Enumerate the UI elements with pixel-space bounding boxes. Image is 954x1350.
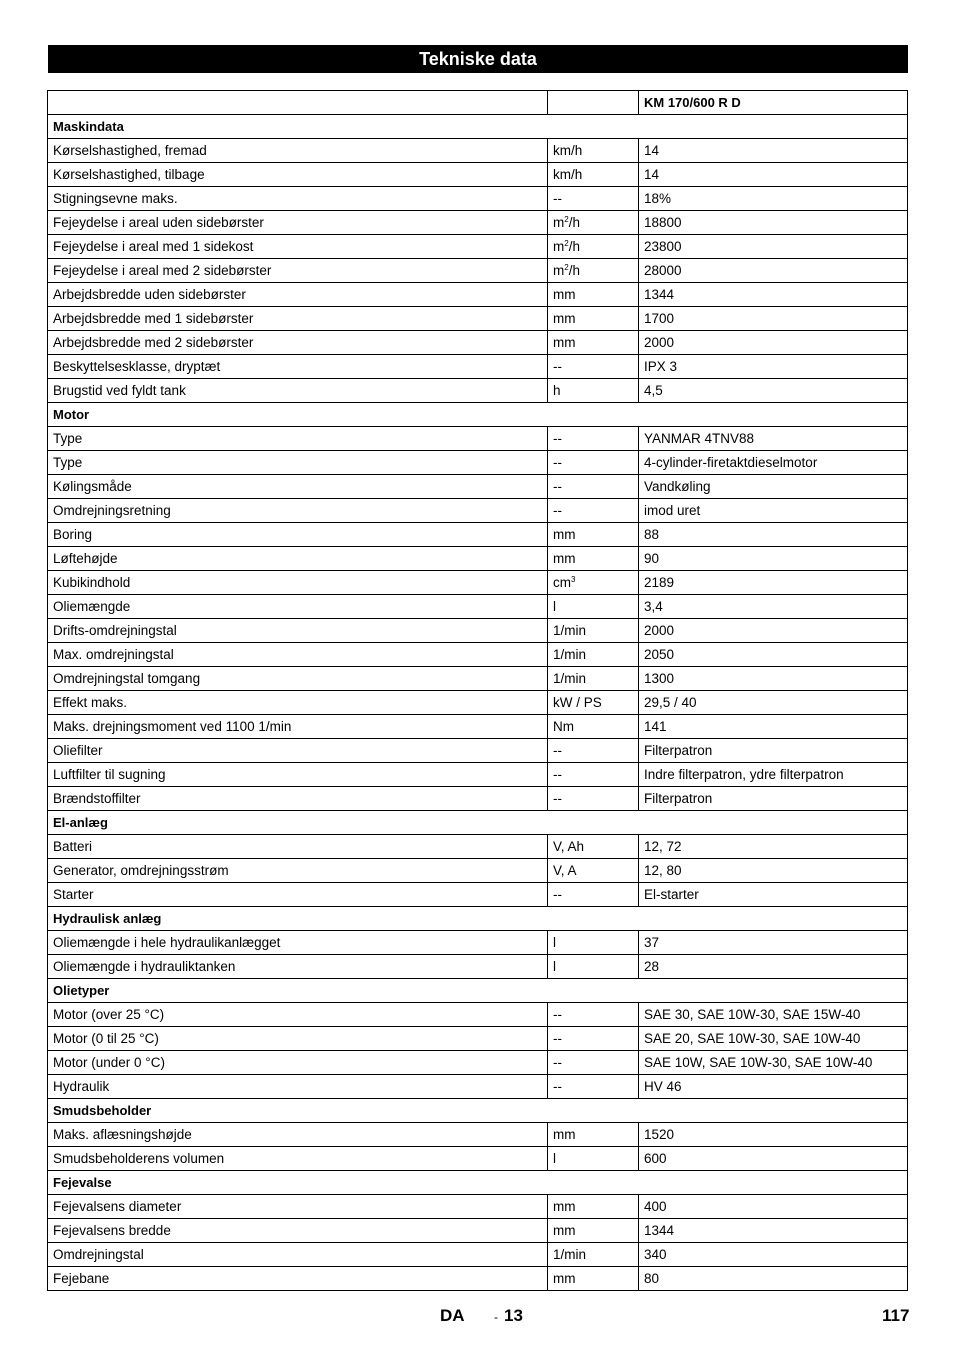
table-row bbox=[48, 139, 908, 163]
spec-unit-cell: h bbox=[548, 379, 639, 403]
spec-unit-cell: -- bbox=[548, 187, 639, 211]
footer-section-page bbox=[494, 1306, 523, 1326]
spec-label-cell: Arbejdsbredde med 1 sidebørster bbox=[48, 307, 548, 331]
table-row bbox=[48, 835, 908, 859]
table-header-row bbox=[48, 91, 908, 115]
section-header-row bbox=[48, 907, 908, 931]
spec-unit-cell: mm bbox=[548, 331, 639, 355]
table-row bbox=[48, 1003, 908, 1027]
spec-label-cell: Max. omdrejningstal bbox=[48, 643, 548, 667]
table-row bbox=[48, 523, 908, 547]
table-row bbox=[48, 763, 908, 787]
table-row bbox=[48, 1267, 908, 1291]
table-row bbox=[48, 235, 908, 259]
spec-value-cell: 2000 bbox=[639, 331, 908, 355]
table-row bbox=[48, 955, 908, 979]
spec-value-cell: 4-cylinder-firetaktdieselmotor bbox=[639, 451, 908, 475]
spec-value-cell: El-starter bbox=[639, 883, 908, 907]
table-row bbox=[48, 427, 908, 451]
table-row bbox=[48, 1219, 908, 1243]
spec-unit-cell: -- bbox=[548, 787, 639, 811]
spec-value-cell: SAE 30, SAE 10W-30, SAE 15W-40 bbox=[639, 1003, 908, 1027]
spec-value-cell: 1300 bbox=[639, 667, 908, 691]
section-header-row bbox=[48, 979, 908, 1003]
spec-value-cell: 37 bbox=[639, 931, 908, 955]
spec-label-cell: Fejeydelse i areal med 2 sidebørster bbox=[48, 259, 548, 283]
table-row bbox=[48, 1075, 908, 1099]
spec-label-cell: Fejebane bbox=[48, 1267, 548, 1291]
spec-value-cell: 1520 bbox=[639, 1123, 908, 1147]
spec-value-cell: 1344 bbox=[639, 1219, 908, 1243]
page-title: Tekniske data bbox=[48, 45, 908, 73]
spec-unit-cell: 1/min bbox=[548, 643, 639, 667]
table-row bbox=[48, 475, 908, 499]
spec-unit-cell: -- bbox=[548, 1075, 639, 1099]
table-row bbox=[48, 643, 908, 667]
header-model-cell: KM 170/600 R D bbox=[639, 91, 908, 115]
spec-value-cell: imod uret bbox=[639, 499, 908, 523]
section-header-row bbox=[48, 811, 908, 835]
spec-unit-cell: mm bbox=[548, 1195, 639, 1219]
spec-value-cell: 600 bbox=[639, 1147, 908, 1171]
table-row bbox=[48, 667, 908, 691]
spec-unit-cell: -- bbox=[548, 763, 639, 787]
spec-value-cell: IPX 3 bbox=[639, 355, 908, 379]
spec-unit-cell: 1/min bbox=[548, 619, 639, 643]
spec-label-cell: Fejevalsens bredde bbox=[48, 1219, 548, 1243]
header-unit-cell bbox=[548, 91, 639, 115]
spec-unit-cell: mm bbox=[548, 1123, 639, 1147]
table-row bbox=[48, 859, 908, 883]
spec-label-cell: Kubikindhold bbox=[48, 571, 548, 595]
technical-data-table bbox=[47, 90, 908, 1291]
table-row bbox=[48, 1195, 908, 1219]
table-row bbox=[48, 379, 908, 403]
spec-label-cell: Oliemængde bbox=[48, 595, 548, 619]
spec-label-cell: Omdrejningstal tomgang bbox=[48, 667, 548, 691]
spec-unit-cell: $m^2/h$ bbox=[548, 211, 639, 235]
spec-label-cell: Motor (over 25 °C) bbox=[48, 1003, 548, 1027]
section-title: Hydraulisk anlæg bbox=[48, 907, 908, 931]
spec-value-cell: 4,5 bbox=[639, 379, 908, 403]
spec-label-cell: Beskyttelsesklasse, dryptæt bbox=[48, 355, 548, 379]
spec-unit-cell: mm bbox=[548, 283, 639, 307]
section-title: Motor bbox=[48, 403, 908, 427]
spec-value-cell: 2050 bbox=[639, 643, 908, 667]
section-header-row bbox=[48, 1171, 908, 1195]
spec-unit-cell: -- bbox=[548, 427, 639, 451]
section-title: Olietyper bbox=[48, 979, 908, 1003]
table-row bbox=[48, 211, 908, 235]
spec-value-cell: 3,4 bbox=[639, 595, 908, 619]
spec-label-cell: Generator, omdrejningsstrøm bbox=[48, 859, 548, 883]
footer-page-number: 117 bbox=[882, 1306, 910, 1325]
spec-label-cell: Type bbox=[48, 451, 548, 475]
section-title: Maskindata bbox=[48, 115, 908, 139]
spec-value-cell: 88 bbox=[639, 523, 908, 547]
spec-label-cell: Arbejdsbredde uden sidebørster bbox=[48, 283, 548, 307]
spec-unit-cell: -- bbox=[548, 451, 639, 475]
spec-label-cell: Løftehøjde bbox=[48, 547, 548, 571]
spec-value-cell: Indre filterpatron, ydre filterpatron bbox=[639, 763, 908, 787]
spec-value-cell: SAE 20, SAE 10W-30, SAE 10W-40 bbox=[639, 1027, 908, 1051]
spec-unit-cell: V, A bbox=[548, 859, 639, 883]
spec-unit-cell: kW / PS bbox=[548, 691, 639, 715]
table-row bbox=[48, 691, 908, 715]
table-row bbox=[48, 307, 908, 331]
spec-unit-cell: -- bbox=[548, 1003, 639, 1027]
spec-label-cell: Maks. drejningsmoment ved 1100 1/min bbox=[48, 715, 548, 739]
spec-label-cell: Motor (under 0 °C) bbox=[48, 1051, 548, 1075]
spec-label-cell: Kørselshastighed, fremad bbox=[48, 139, 548, 163]
spec-unit-cell: -- bbox=[548, 739, 639, 763]
spec-unit-cell: l bbox=[548, 931, 639, 955]
spec-value-cell: 14 bbox=[639, 139, 908, 163]
spec-label-cell: Omdrejningsretning bbox=[48, 499, 548, 523]
spec-label-cell: Drifts-omdrejningstal bbox=[48, 619, 548, 643]
spec-label-cell: Boring bbox=[48, 523, 548, 547]
spec-value-cell: 28 bbox=[639, 955, 908, 979]
spec-value-cell: 1700 bbox=[639, 307, 908, 331]
spec-value-cell: Filterpatron bbox=[639, 787, 908, 811]
spec-label-cell: Stigningsevne maks. bbox=[48, 187, 548, 211]
spec-value-cell: 1344 bbox=[639, 283, 908, 307]
spec-value-cell: Vandkøling bbox=[639, 475, 908, 499]
table-row bbox=[48, 619, 908, 643]
spec-value-cell: 400 bbox=[639, 1195, 908, 1219]
spec-unit-cell: -- bbox=[548, 475, 639, 499]
spec-unit-cell: l bbox=[548, 595, 639, 619]
spec-label-cell: Arbejdsbredde med 2 sidebørster bbox=[48, 331, 548, 355]
spec-unit-cell: mm bbox=[548, 1219, 639, 1243]
spec-label-cell: Effekt maks. bbox=[48, 691, 548, 715]
spec-value-cell: 2189 bbox=[639, 571, 908, 595]
table-row bbox=[48, 355, 908, 379]
spec-label-cell: Smudsbeholderens volumen bbox=[48, 1147, 548, 1171]
footer-dash: - bbox=[494, 1310, 498, 1324]
spec-label-cell: Brugstid ved fyldt tank bbox=[48, 379, 548, 403]
table-row bbox=[48, 259, 908, 283]
spec-unit-cell: V, Ah bbox=[548, 835, 639, 859]
spec-label-cell: Oliemængde i hele hydraulikanlægget bbox=[48, 931, 548, 955]
section-header-row bbox=[48, 403, 908, 427]
spec-unit-cell: mm bbox=[548, 307, 639, 331]
spec-value-cell: 340 bbox=[639, 1243, 908, 1267]
table-row bbox=[48, 1123, 908, 1147]
spec-label-cell: Starter bbox=[48, 883, 548, 907]
section-title: El-anlæg bbox=[48, 811, 908, 835]
table-row bbox=[48, 715, 908, 739]
table-row bbox=[48, 1027, 908, 1051]
spec-label-cell: Kølingsmåde bbox=[48, 475, 548, 499]
table-row bbox=[48, 571, 908, 595]
spec-label-cell: Luftfilter til sugning bbox=[48, 763, 548, 787]
table-row bbox=[48, 739, 908, 763]
spec-label-cell: Hydraulik bbox=[48, 1075, 548, 1099]
spec-unit-cell: l bbox=[548, 1147, 639, 1171]
spec-label-cell: Kørselshastighed, tilbage bbox=[48, 163, 548, 187]
spec-value-cell: HV 46 bbox=[639, 1075, 908, 1099]
spec-value-cell: 80 bbox=[639, 1267, 908, 1291]
table-row bbox=[48, 787, 908, 811]
spec-unit-cell: -- bbox=[548, 1027, 639, 1051]
spec-unit-cell: 1/min bbox=[548, 1243, 639, 1267]
spec-unit-cell: 1/min bbox=[548, 667, 639, 691]
spec-value-cell: 12, 80 bbox=[639, 859, 908, 883]
spec-label-cell: Oliefilter bbox=[48, 739, 548, 763]
spec-value-cell: 12, 72 bbox=[639, 835, 908, 859]
spec-value-cell: 18800 bbox=[639, 211, 908, 235]
spec-label-cell: Motor (0 til 25 °C) bbox=[48, 1027, 548, 1051]
table-row bbox=[48, 283, 908, 307]
spec-value-cell: SAE 10W, SAE 10W-30, SAE 10W-40 bbox=[639, 1051, 908, 1075]
spec-unit-cell: -- bbox=[548, 355, 639, 379]
spec-unit-cell: $m^2/h$ bbox=[548, 235, 639, 259]
spec-unit-cell: mm bbox=[548, 523, 639, 547]
table-row bbox=[48, 547, 908, 571]
footer-section-number: 13 bbox=[504, 1306, 523, 1325]
spec-value-cell: Filterpatron bbox=[639, 739, 908, 763]
table-row bbox=[48, 595, 908, 619]
spec-label-cell: Omdrejningstal bbox=[48, 1243, 548, 1267]
spec-value-cell: 14 bbox=[639, 163, 908, 187]
spec-unit-cell: l bbox=[548, 955, 639, 979]
table-row bbox=[48, 1147, 908, 1171]
spec-unit-cell: -- bbox=[548, 883, 639, 907]
table-row bbox=[48, 187, 908, 211]
spec-value-cell: 141 bbox=[639, 715, 908, 739]
spec-label-cell: Brændstoffilter bbox=[48, 787, 548, 811]
spec-unit-cell: -- bbox=[548, 1051, 639, 1075]
section-title: Smudsbeholder bbox=[48, 1099, 908, 1123]
spec-value-cell: 29,5 / 40 bbox=[639, 691, 908, 715]
header-label-cell bbox=[48, 91, 548, 115]
table-row bbox=[48, 163, 908, 187]
section-header-row bbox=[48, 1099, 908, 1123]
spec-unit-cell: Nm bbox=[548, 715, 639, 739]
spec-unit-cell: km/h bbox=[548, 139, 639, 163]
spec-unit-cell: $m^2/h$ bbox=[548, 259, 639, 283]
spec-unit-cell: $cm^3$ bbox=[548, 571, 639, 595]
spec-label-cell: Oliemængde i hydrauliktanken bbox=[48, 955, 548, 979]
spec-value-cell: 23800 bbox=[639, 235, 908, 259]
spec-value-cell: 90 bbox=[639, 547, 908, 571]
spec-value-cell: 18% bbox=[639, 187, 908, 211]
table-row bbox=[48, 931, 908, 955]
spec-unit-cell: -- bbox=[548, 499, 639, 523]
spec-value-cell: 2000 bbox=[639, 619, 908, 643]
table-row bbox=[48, 1051, 908, 1075]
table-row bbox=[48, 331, 908, 355]
spec-label-cell: Fejeydelse i areal uden sidebørster bbox=[48, 211, 548, 235]
spec-unit-cell: km/h bbox=[548, 163, 639, 187]
spec-label-cell: Type bbox=[48, 427, 548, 451]
spec-label-cell: Batteri bbox=[48, 835, 548, 859]
spec-unit-cell: mm bbox=[548, 547, 639, 571]
spec-label-cell: Maks. aflæsningshøjde bbox=[48, 1123, 548, 1147]
table-row bbox=[48, 499, 908, 523]
section-header-row bbox=[48, 115, 908, 139]
footer-language: DA bbox=[440, 1306, 465, 1325]
spec-value-cell: 28000 bbox=[639, 259, 908, 283]
spec-label-cell: Fejevalsens diameter bbox=[48, 1195, 548, 1219]
spec-value-cell: YANMAR 4TNV88 bbox=[639, 427, 908, 451]
spec-label-cell: Fejeydelse i areal med 1 sidekost bbox=[48, 235, 548, 259]
table-row bbox=[48, 451, 908, 475]
table-row bbox=[48, 883, 908, 907]
spec-unit-cell: mm bbox=[548, 1267, 639, 1291]
section-title: Fejevalse bbox=[48, 1171, 908, 1195]
table-row bbox=[48, 1243, 908, 1267]
